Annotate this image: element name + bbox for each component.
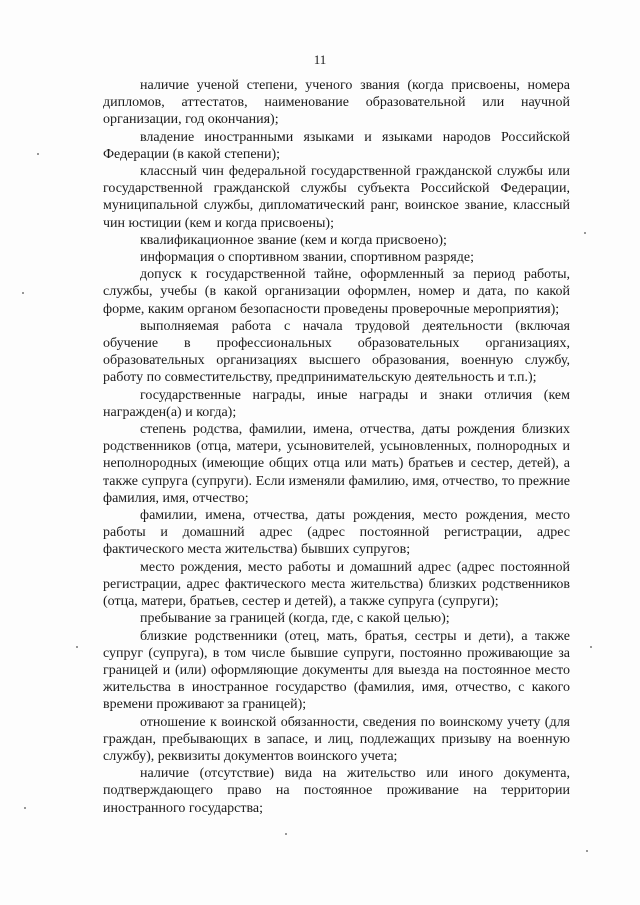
scan-speck [590, 646, 592, 648]
paragraph-stays-abroad: пребывание за границей (когда, где, с какой целью); [140, 611, 450, 627]
paragraph-former-spouses: фамилии, имена, отчества, даты рождения, место рождения, место работы и домашний адрес (адрес постоянной регистрации, адрес фактического места жительства) бывших супругов; [103, 508, 570, 558]
scan-speck [24, 807, 26, 809]
paragraph-relatives-addresses: место рождения, место работы и домашний адрес (адрес постоянной регистрации, адрес фактического места жительства) близких родственников (отца, матери, братьев, сестер и детей), а также супруга (супруги); [103, 559, 570, 610]
paragraph-qualification-title: квалификационное звание (кем и когда присвоено); [140, 232, 447, 248]
scan-speck [285, 833, 287, 835]
paragraph-awards: государственные награды, иные награды и знаки отличия (кем награжден(а) и когда); [103, 387, 570, 420]
paragraph-military-duty: отношение к воинской обязанности, сведения по воинскому учету (для граждан, пребывающих в запасе, и лиц, подлежащих призыву на военную службу), реквизиты документов воинского учета; [103, 714, 570, 764]
paragraph-relatives-abroad: близкие родственники (отец, мать, братья, сестры и дети), а также супруг (супруга), в том числе бывшие супруги, постоянно проживающие за границей и (или) оформляющие документы для выезда на постоянное место жительства в иностранное государство (фамилия, имя, отчество, с какого времени проживают за границей); [103, 628, 570, 713]
page-number: 11 [313, 52, 327, 67]
scan-speck [22, 292, 24, 294]
paragraph-academic-degree: наличие ученой степени, ученого звания (когда присвоены, номера дипломов, аттестатов, наименование образовательной или научной организации, год окончания); [103, 78, 570, 128]
scan-speck [76, 646, 78, 648]
paragraph-state-secret-access: допуск к государственной тайне, оформленный за период работы, службы, учебы (в какой организации оформлен, номер и дата, по какой форме, каким органом безопасности проведены проверочные мероприятия); [103, 267, 570, 317]
scan-speck [37, 153, 39, 155]
scan-speck [584, 232, 586, 234]
paragraph-work-history: выполняемая работа с начала трудовой деятельности (включая обучение в профессиональных образовательных организациях, образовательных организациях высшего образования, военную службу, работу по совместительству, предпринимательскую деятельность и т.п.); [103, 318, 570, 386]
paragraph-class-rank: классный чин федеральной государственной гражданской службы или государственной гражданской службы субъекта Российской Федерации, муниципальной службы, дипломатический ранг, воинское звание, классный чин юстиции (кем и когда присвоены); [103, 164, 570, 231]
document-body [103, 77, 570, 817]
scan-speck [586, 850, 588, 852]
paragraph-residence-permit: наличие (отсутствие) вида на жительство или иного документа, подтверждающего право на постоянное проживание на территории иностранного государства; [103, 766, 570, 816]
paragraph-relatives: степень родства, фамилии, имена, отчества, даты рождения близких родственников (отца, матери, усыновителей, усыновленных, полнородных и неполнородных (имеющие общих отца или мать) братьев и сестер, детей), а также супруга (супруги). Если изменяли фамилию, имя, отчество, то прежние фамилия, имя, отчество; [103, 422, 570, 506]
paragraph-sports-rank: информация о спортивном звании, спортивном разряде; [140, 250, 474, 266]
paragraph-languages: владение иностранными языками и языками народов Российской Федерации (в какой степени); [103, 129, 570, 162]
